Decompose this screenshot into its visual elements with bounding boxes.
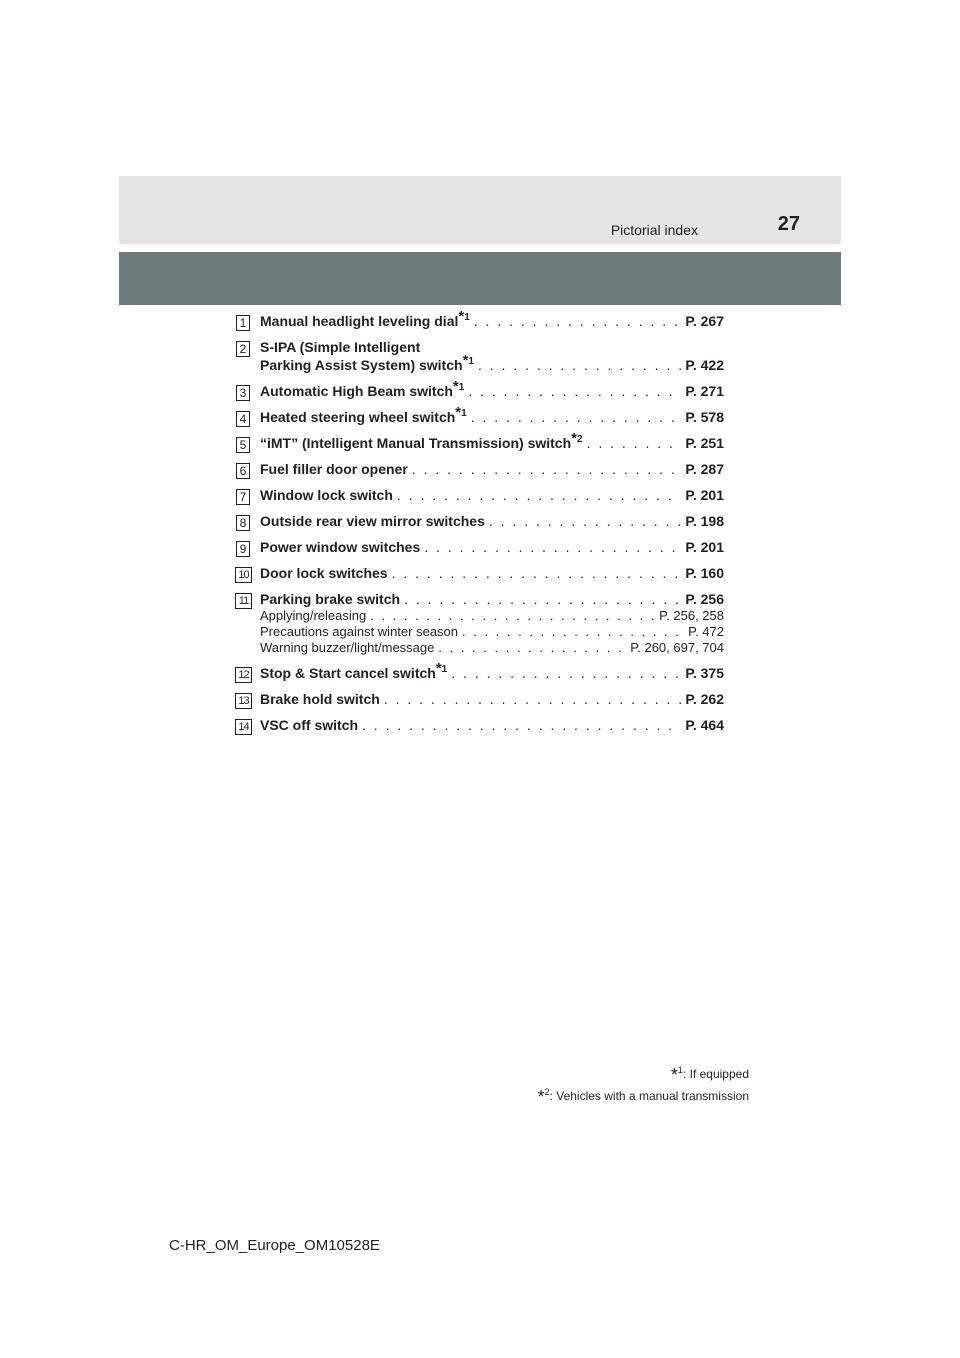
page-reference[interactable]: P. 201	[685, 539, 724, 555]
index-entry	[236, 512, 724, 530]
index-entry	[236, 660, 724, 682]
entry-line	[260, 690, 724, 708]
page-reference[interactable]: P. 160	[685, 565, 724, 581]
entry-label-text: Door lock switches	[260, 565, 388, 581]
dot-leader	[462, 624, 684, 640]
entry-line	[260, 564, 724, 582]
entry-label-text: Stop & Start cancel switch	[260, 665, 436, 681]
footnote-marker: *1	[435, 660, 448, 677]
sub-entry-label: Applying/releasing	[260, 608, 367, 623]
item-number-badge: 2	[236, 341, 250, 357]
footnote-text: : If equipped	[682, 1067, 749, 1081]
footnote-star: *	[670, 1065, 678, 1085]
dot-leader	[478, 356, 681, 374]
entry-line	[260, 660, 724, 682]
index-entry	[236, 538, 724, 556]
footnote-marker: *1	[452, 378, 465, 395]
entry-label	[260, 564, 388, 582]
index-entry	[236, 308, 724, 330]
dot-leader	[412, 460, 682, 478]
entry-label	[260, 590, 400, 608]
entry-label-text: Manual headlight leveling dial	[260, 313, 459, 329]
dot-leader	[438, 640, 626, 656]
entry-label-text: VSC off switch	[260, 717, 359, 733]
item-number-badge: 3	[236, 385, 250, 401]
footnote-marker-number: 1	[464, 312, 470, 323]
dot-leader	[384, 690, 682, 708]
entry-label-text: Window lock switch	[260, 487, 393, 503]
section-title: Pictorial index	[610, 222, 698, 238]
dot-leader	[471, 408, 682, 426]
index-entry	[236, 460, 724, 478]
page-reference[interactable]: P. 287	[685, 461, 724, 477]
entry-line	[260, 352, 724, 374]
dot-leader	[489, 512, 681, 530]
entry-line	[260, 716, 724, 734]
entry-label	[260, 486, 393, 504]
dot-leader	[424, 538, 681, 556]
page-reference[interactable]: P. 578	[685, 409, 724, 425]
entry-label	[260, 538, 420, 556]
entry-label-text: Fuel filler door opener	[260, 461, 408, 477]
entry-label-text: “iMT” (Intelligent Manual Transmission) switch	[260, 435, 572, 451]
sub-entry-line	[260, 640, 724, 656]
index-entry	[236, 378, 724, 400]
dot-leader	[468, 382, 681, 400]
entry-label: S-IPA (Simple Intelligent	[260, 339, 421, 355]
item-number-badge: 5	[236, 437, 250, 453]
page-reference[interactable]: P. 251	[685, 435, 724, 451]
dot-leader	[362, 716, 681, 734]
entry-line	[260, 486, 724, 504]
index-list	[236, 308, 724, 742]
entry-line	[260, 590, 724, 608]
dot-leader	[474, 312, 682, 330]
page-reference[interactable]: P. 464	[685, 717, 724, 733]
index-entry	[236, 338, 724, 374]
entry-label	[260, 404, 467, 426]
entry-label-text: Heated steering wheel switch	[260, 409, 456, 425]
item-number-badge: 14	[235, 719, 252, 735]
item-number-badge: 13	[235, 693, 252, 709]
entry-label	[260, 512, 485, 530]
entry-label-text: Parking Assist System) switch	[260, 357, 463, 373]
dot-leader	[404, 590, 681, 608]
entry-label	[260, 716, 358, 734]
page-reference[interactable]: P. 256, 258	[659, 608, 724, 623]
index-entry	[236, 404, 724, 426]
entry-line	[260, 404, 724, 426]
index-entry	[236, 564, 724, 582]
sub-entry-label: Precautions against winter season	[260, 624, 459, 639]
page-reference[interactable]: P. 256	[685, 591, 724, 607]
dot-leader	[370, 608, 655, 624]
dot-leader	[392, 564, 682, 582]
entry-label-text: Parking brake switch	[260, 591, 401, 607]
footnote-marker: *2	[571, 430, 583, 447]
entry-label-text: Automatic High Beam switch	[260, 383, 453, 399]
footnote-number: 1	[677, 1065, 683, 1075]
entry-label-text: Outside rear view mirror switches	[260, 513, 485, 529]
index-entry	[236, 430, 724, 452]
footnote-marker: *1	[458, 308, 470, 325]
page-number: 27	[777, 213, 800, 235]
page-reference[interactable]: P. 422	[685, 357, 724, 373]
page-reference[interactable]: P. 262	[685, 691, 724, 707]
page-reference[interactable]: P. 472	[688, 624, 724, 639]
footnote-marker-number: 2	[577, 434, 583, 445]
index-entry	[236, 590, 724, 656]
entry-label	[260, 690, 380, 708]
footnote	[538, 1062, 749, 1084]
index-entry	[236, 486, 724, 504]
entry-line	[260, 430, 724, 452]
entry-label	[260, 308, 470, 330]
footnote-marker-number: 1	[458, 382, 465, 393]
item-number-badge: 6	[236, 463, 250, 479]
item-number-badge: 11	[235, 593, 252, 609]
header-band	[119, 176, 841, 244]
footnote-star: *	[537, 1087, 545, 1107]
index-entry	[236, 716, 724, 734]
footnotes	[538, 1062, 749, 1106]
entry-line	[260, 378, 724, 400]
dot-leader	[451, 664, 681, 682]
footnote-text: : Vehicles with a manual transmission	[549, 1089, 749, 1103]
document-code: C-HR_OM_Europe_OM10528E	[169, 1237, 380, 1254]
page-reference[interactable]: P. 201	[685, 487, 724, 503]
sub-entry-label: Warning buzzer/light/message	[260, 640, 435, 655]
section-band	[119, 252, 841, 305]
entry-line	[260, 308, 724, 330]
entry-label	[260, 378, 465, 400]
footnote	[538, 1084, 749, 1106]
page-reference[interactable]: P. 260, 697, 704	[630, 640, 724, 655]
item-number-badge: 10	[235, 567, 252, 583]
page-reference[interactable]: P. 198	[685, 513, 724, 529]
footnote-marker: *1	[455, 404, 467, 421]
sub-entry-line	[260, 608, 724, 624]
entry-label	[260, 460, 408, 478]
entry-line	[260, 460, 724, 478]
item-number-badge: 8	[236, 515, 250, 531]
dot-leader	[587, 434, 682, 452]
sub-entry-line	[260, 624, 724, 640]
item-number-badge: 4	[236, 411, 250, 427]
footnote-marker-number: 1	[468, 356, 474, 367]
item-number-badge: 12	[235, 667, 252, 683]
page-reference[interactable]: P. 375	[685, 665, 724, 681]
entry-line	[260, 538, 724, 556]
item-number-badge: 9	[236, 541, 250, 557]
entry-label-text: Brake hold switch	[260, 691, 380, 707]
entry-label	[260, 352, 474, 374]
footnote-marker-number: 1	[441, 664, 448, 675]
entry-label-text: Power window switches	[260, 539, 421, 555]
footnote-number: 2	[544, 1087, 550, 1097]
index-entry	[236, 690, 724, 708]
page-reference[interactable]: P. 271	[685, 383, 724, 399]
entry-label	[260, 430, 583, 452]
footnote-marker-number: 1	[461, 408, 467, 419]
item-number-badge: 7	[236, 489, 250, 505]
page-reference[interactable]: P. 267	[685, 313, 724, 329]
item-number-badge: 1	[236, 315, 250, 331]
dot-leader	[397, 486, 681, 504]
footnote-marker: *1	[462, 352, 474, 369]
entry-label	[260, 660, 448, 682]
entry-line	[260, 512, 724, 530]
